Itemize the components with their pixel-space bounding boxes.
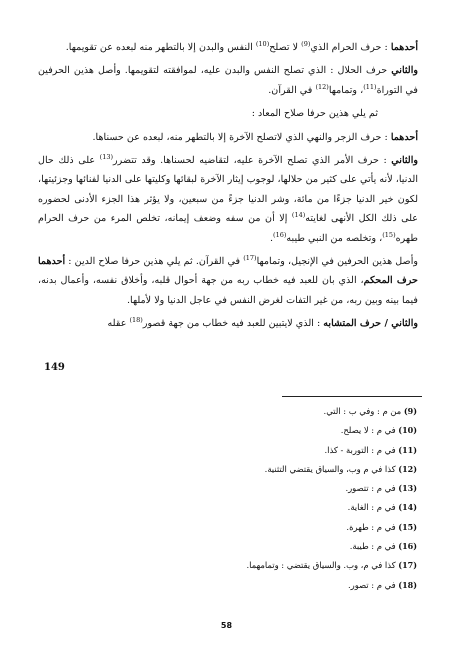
text-run: : الذي لايتبين للعبد فيه خطاب من جهة قصور: [142, 318, 324, 330]
lead-word: والثاني: [391, 155, 418, 167]
text-run: : حرف الأمر الذي تصلح الآخرة عليه، لتقاضيه لحسناها. وقد تتضرر: [113, 155, 392, 167]
margin-line-number: 149: [44, 362, 65, 373]
text-run: النفس والبدن إلا بالتطهر منه لبعده عن تقويمها.: [65, 42, 256, 53]
main-text: [38, 38, 418, 338]
text-run: ، وتمامها: [328, 84, 364, 96]
text-run: ، الذي بان للعبد فيه خطاب ربه من جهة أحوال قلبه، وأخلاق نفسه، وأعمال بدنه، فيما بينه وبين ربه، من غير التفات لغرض النفس في عاجل الدنيا ولا لأملها.: [38, 275, 418, 306]
footnote-ref: (11): [363, 82, 377, 91]
lead-word: أحدهما: [390, 131, 418, 143]
footnote-ref: (17): [243, 253, 257, 262]
lead-word: أحدهما: [390, 42, 418, 53]
footnote-ref: (16): [273, 230, 287, 239]
footnote-text: في م : الغاية.: [347, 502, 396, 513]
footnote-item: [117, 498, 417, 517]
footnote-divider: [282, 396, 422, 397]
footnote-text: في م : طهرة.: [346, 521, 396, 532]
footnote-item: [117, 441, 417, 460]
text-run: .: [269, 232, 274, 244]
text-run: ثم يلي هذين حرفا صلاح المعاد :: [251, 108, 378, 120]
footnote-ref: (18): [129, 316, 143, 325]
lead-word: والثاني / حرف المتشابه: [323, 318, 418, 330]
footnote-text: في م : التوربة - كذا.: [324, 444, 396, 455]
footnote-item: [117, 576, 417, 595]
footnote-ref: (15): [382, 230, 396, 239]
footnote-ref: (9): [301, 39, 311, 48]
text-run: وأصل هذين الحرفين في الإنجيل، وتمامها: [256, 256, 418, 268]
lead-phrase: أحدهما حرف المحكم: [38, 256, 418, 287]
footnote-number: (18): [398, 579, 417, 590]
footnote-number: (11): [398, 444, 417, 455]
footnote-text: في م : تصور.: [347, 579, 396, 590]
footnotes: [117, 402, 417, 595]
footnote-item: [117, 402, 417, 421]
paragraph-5: [38, 151, 418, 248]
footnote-item: [117, 556, 417, 575]
text-run: في القرآن.: [268, 84, 316, 96]
footnote-number: (14): [398, 502, 417, 513]
footnote-item: [117, 518, 417, 537]
footnote-text: كذا في م وب، والسياق يقتضي التثنية.: [264, 463, 396, 474]
text-run: على ذلك حال الدنيا، لأنه يأتي على كثير من حلالها، لوجوب إيثار الآخرة لبقائها وكليتها على الدنيا لفنائها وجزئيتها، لكون خير الدنيا جزءًا من مائة، وشر الدنيا جزءً من سبعين، ولا يؤثر هذا الجزء الأدنى لحضوره على ذلك الكل الأنهى لغايته: [38, 155, 418, 225]
paragraph-7: [38, 314, 418, 333]
footnote-number: (16): [398, 541, 417, 552]
footnote-item: [117, 421, 417, 440]
footnote-ref: (12): [315, 82, 329, 91]
footnote-text: كذا في م، وب. والسياق يقتضي : وتمامهما.: [246, 560, 396, 571]
footnote-text: في م : طيبة.: [349, 541, 396, 552]
paragraph-1: [38, 38, 418, 57]
text-run: ، وتخلصه من النبي طيبه: [286, 232, 383, 244]
footnote-number: (15): [398, 521, 417, 532]
footnote-item: [117, 479, 417, 498]
footnote-number: (13): [398, 483, 417, 494]
footnote-number: (9): [403, 406, 417, 416]
footnote-ref: (14): [291, 211, 306, 220]
page-number: 58: [220, 621, 233, 630]
footnote-text: من م : وفي ب : التي.: [323, 406, 402, 416]
text-run: : حرف الحرام الذي: [310, 42, 391, 53]
footnote-ref: (10): [255, 39, 270, 48]
text-run: حرف الحلال : الذي تصلح النفس والبدن عليه، لموافقته لتقويمها. وأصل هذين الحرفين في التوراة: [38, 65, 418, 96]
footnote-text: في م : تتصور.: [345, 483, 396, 494]
text-run: عقله: [107, 318, 130, 330]
text-run: : حرف الزجر والنهي الذي لاتصلح الآخرة إلا بالتطهر منه، لبعده عن حسناها.: [92, 131, 391, 143]
footnote-ref: (13): [99, 152, 114, 161]
text-run: إلا أن من سفه وضعف إيمانه، تخلص المرء من حرف الحرام طهره: [38, 213, 418, 244]
footnote-number: (10): [398, 425, 417, 436]
text-run: لا تصلح: [269, 42, 302, 53]
paragraph-4: [38, 128, 418, 147]
lead-word: والثاني: [391, 65, 418, 77]
paragraph-2: [38, 61, 418, 100]
footnote-number: (12): [398, 463, 417, 474]
paragraph-3: [38, 104, 418, 123]
paragraph-6: [38, 252, 418, 310]
footnote-item: [117, 460, 417, 479]
footnote-item: [117, 537, 417, 556]
footnote-text: في م : لا يصلح.: [340, 425, 396, 436]
footnote-number: (17): [398, 560, 417, 571]
text-run: في القرآن. ثم يلي هذين حرفا صلاح الدين :: [65, 256, 244, 268]
